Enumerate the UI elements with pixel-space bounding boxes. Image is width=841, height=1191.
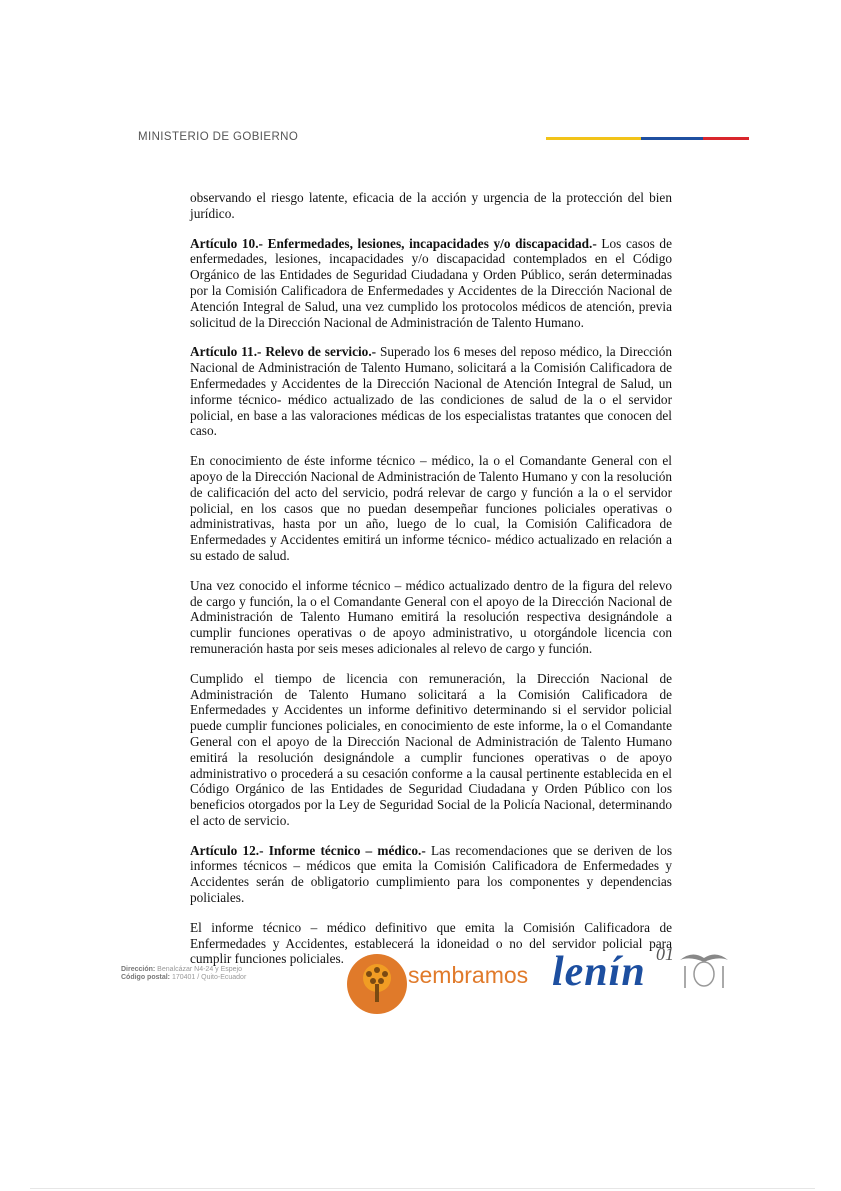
signature-logo: lenín: [552, 949, 646, 995]
footer: [0, 940, 841, 995]
ministry-header: MINISTERIO DE GOBIERNO: [138, 131, 299, 143]
article-10: [190, 236, 672, 331]
postal-value: 170401 / Quito-Ecuador: [170, 974, 247, 981]
sembramos-logo: [346, 954, 529, 1007]
paragraph-relevo-3: Cumplido el tiempo de licencia con remuneración, la Dirección Nacional de Administración de Talento Humano solicitará a la Comisión Calificadora de Enfermedades y Accidentes un informe definitivo determinando si el servidor policial puede cumplir funciones policiales, en conocimiento de este informe, la o el Comandante General con el apoyo de la Dirección Nacional de Administración de Talento Humano emitirá la resolución designándole a cumplir funciones operativas o de apoyo administrativo o procederá a su cesación conforme a la causal pertinente establecida en el Código Orgánico de las Entidades de Seguridad Ciudadana y Orden Público con los beneficios otorgados por la Ley de Seguridad Social de la Policía Nacional, determinando el acto de servicio.: [190, 670, 672, 828]
article-11-text: Superado los 6 meses del reposo médico, la Dirección Nacional de Administración de Talento Humano, solicitará a la Comisión Calificadora de Enfermedades y Accidentes de la Dirección Nacional de Atención Integral de Salud, un informe técnico- médico actualizado de las condiciones de salud de la o el servidor policial, en base a las valoraciones médicas de los especialistas tratantes que conocen del caso.: [190, 344, 672, 439]
document-body: [190, 190, 672, 981]
paragraph-relevo-2: Una vez conocido el informe técnico – médico actualizado dentro de la figura del relevo de cargo y función, la o el Comandante General con el apoyo de la Dirección Nacional de Administración de Talento Humano emitirá la resolución respectiva designándole a cumplir funciones operativas o de apoyo administrativo, u otorgándole licencia con remuneración hasta por seis meses adicionales al relevo de cargo y función.: [190, 577, 672, 656]
paragraph-informe-definitivo: El informe técnico – médico definitivo que emita la Comisión Calificadora de Enfermedades y Accidentes, establecerá la idoneidad o no del servidor policial para cumplir funciones policiales.: [190, 919, 672, 967]
article-11: [190, 344, 672, 439]
postal-label: Código postal:: [121, 974, 170, 981]
flag-bar-red: [703, 137, 749, 140]
sembramos-wordmark: sembramos: [408, 962, 529, 988]
tree-icon: [346, 954, 408, 1002]
article-12-title: Artículo 12.- Informe técnico – médico.-: [190, 842, 426, 858]
article-11-title: Artículo 11.- Relevo de servicio.-: [190, 344, 377, 360]
address-label: Dirección:: [121, 966, 156, 973]
article-10-title: Artículo 10.- Enfermedades, lesiones, incapacidades y/o discapacidad.-: [190, 235, 597, 251]
coat-of-arms-icon: [656, 940, 744, 988]
paragraph-continuation: observando el riesgo latente, eficacia de la acción y urgencia de la protección del bien jurídico.: [190, 190, 672, 221]
flag-bar-yellow: [546, 137, 641, 140]
footer-address: [121, 966, 246, 982]
article-12-text: Las recomendaciones que se deriven de los informes técnicos – médicos que emita la Comisión Calificadora de Enfermedades y Accidentes serán de obligatorio cumplimiento para los componentes y dependencias policiales.: [190, 842, 672, 906]
article-10-text: Los casos de enfermedades, lesiones, incapacidades y/o discapacidad contemplados en el Código Orgánico de las Entidades de Seguridad Ciudadana y Orden Público, serán determinadas por la Comisión Calificadora de Enfermedades y Accidentes de la Dirección Nacional de Atención Integral de Salud, una vez cumplido los protocolos médicos de atención, previa solicitud de la Dirección Nacional de Administración de Talento Humano.: [190, 235, 672, 330]
paragraph-relevo-1: En conocimiento de éste informe técnico – médico, la o el Comandante General con el apoyo de la Dirección Nacional de Administración de Talento Humano y con la resolución de calificación del acto del servicio, podrá relevar de cargo y función a la o el servidor policial, en los casos que no puedan desempeñar funciones policiales operativas o administrativas, hasta por un año, luego de lo cual, la Comisión Calificadora de Enfermedades y Accidentes emitirá un informe técnico- médico actualizado en relación a su estado de salud.: [190, 453, 672, 563]
flag-bar-blue: [641, 137, 703, 140]
address-value: Benalcázar N4-24 y Espejo: [155, 966, 243, 973]
article-12: [190, 843, 672, 906]
page-edge: [30, 1188, 815, 1189]
handwritten-mark: 01: [656, 944, 674, 964]
